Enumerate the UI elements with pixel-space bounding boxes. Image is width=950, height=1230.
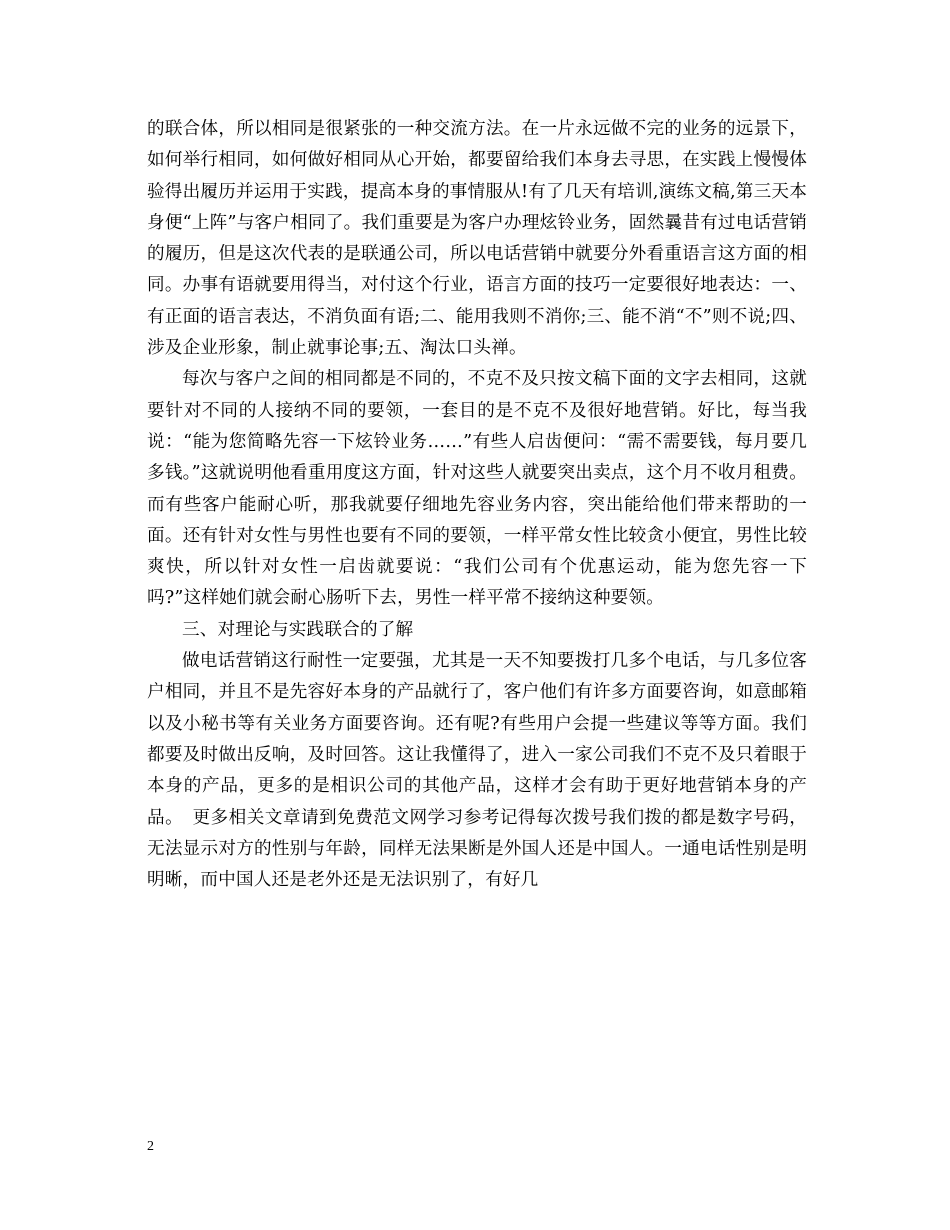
paragraph-2: 每次与客户之间的相同都是不同的，不克不及只按文稿下面的文字去相同，这就要针对不同的人接纳不同的要领，一套目的是不克不及很好地营销。好比，每当我说：“能为您简略先容一下炫铃业务……”有些人启齿便问：“需不需要钱，每月要几多钱。”这就说明他看重用度这方面，针对这些人就要突出卖点，这个月不收月租费。而有些客户能耐心听，那我就要仔细地先容业务内容，突出能给他们带来帮助的一面。还有针对女性与男性也要有不同的要领，一样平常女性比较贪小便宜，男性比较爽快，所以针对女性一启齿就要说：“我们公司有个优惠运动，能为您先容一下吗?”这样她们就会耐心肠听下去，男性一样平常不接纳这种要领。 (147, 369, 807, 609)
paragraph-3: 做电话营销这行耐性一定要强，尤其是一天不知要拨打几多个电话，与几多位客户相同，并且不是先容好本身的产品就行了，客户他们有许多方面要咨询，如意邮箱以及小秘书等有关业务方面要咨询。还有呢?有些用户会提一些建议等等方面。我们都要及时做出反响，及时回答。这让我懂得了，进入一家公司我们不克不及只着眼于本身的产品，更多的是相识公司的其他产品，这样才会有助于更好地营销本身的产品。 更多相关文章请到免费范文网学习参考记得每次拨号我们拨的都是数字号码，无法显示对方的性别与年龄，同样无法果断是外国人还是中国人。一通电话性别是明明晰，而中国人还是老外还是无法识别了，有好几 (147, 651, 807, 891)
body-text (147, 114, 807, 896)
section-heading: 三、对理论与实践联合的了解 (182, 619, 414, 640)
paragraph-1: 的联合体，所以相同是很紧张的一种交流方法。在一片永远做不完的业务的远景下，如何举行相同，如何做好相同从心开始，都要留给我们本身去寻思，在实践上慢慢体验得出履历并运用于实践，提高本身的事情服从!有了几天有培训,演练文稿,第三天本身便“上阵”与客户相同了。我们重要是为客户办理炫铃业务，固然曩昔有过电话营销的履历，但是这次代表的是联通公司，所以电话营销中就要分外看重语言这方面的相同。办事有语就要用得当，对付这个行业，语言方面的技巧一定要很好地表达：一、有正面的语言表达，不消负面有语;二、能用我则不消你;三、能不消“不”则不说;四、涉及企业形象，制止就事论事;五、淘汰口头禅。 (147, 119, 807, 359)
page-number: 2 (147, 1139, 154, 1154)
